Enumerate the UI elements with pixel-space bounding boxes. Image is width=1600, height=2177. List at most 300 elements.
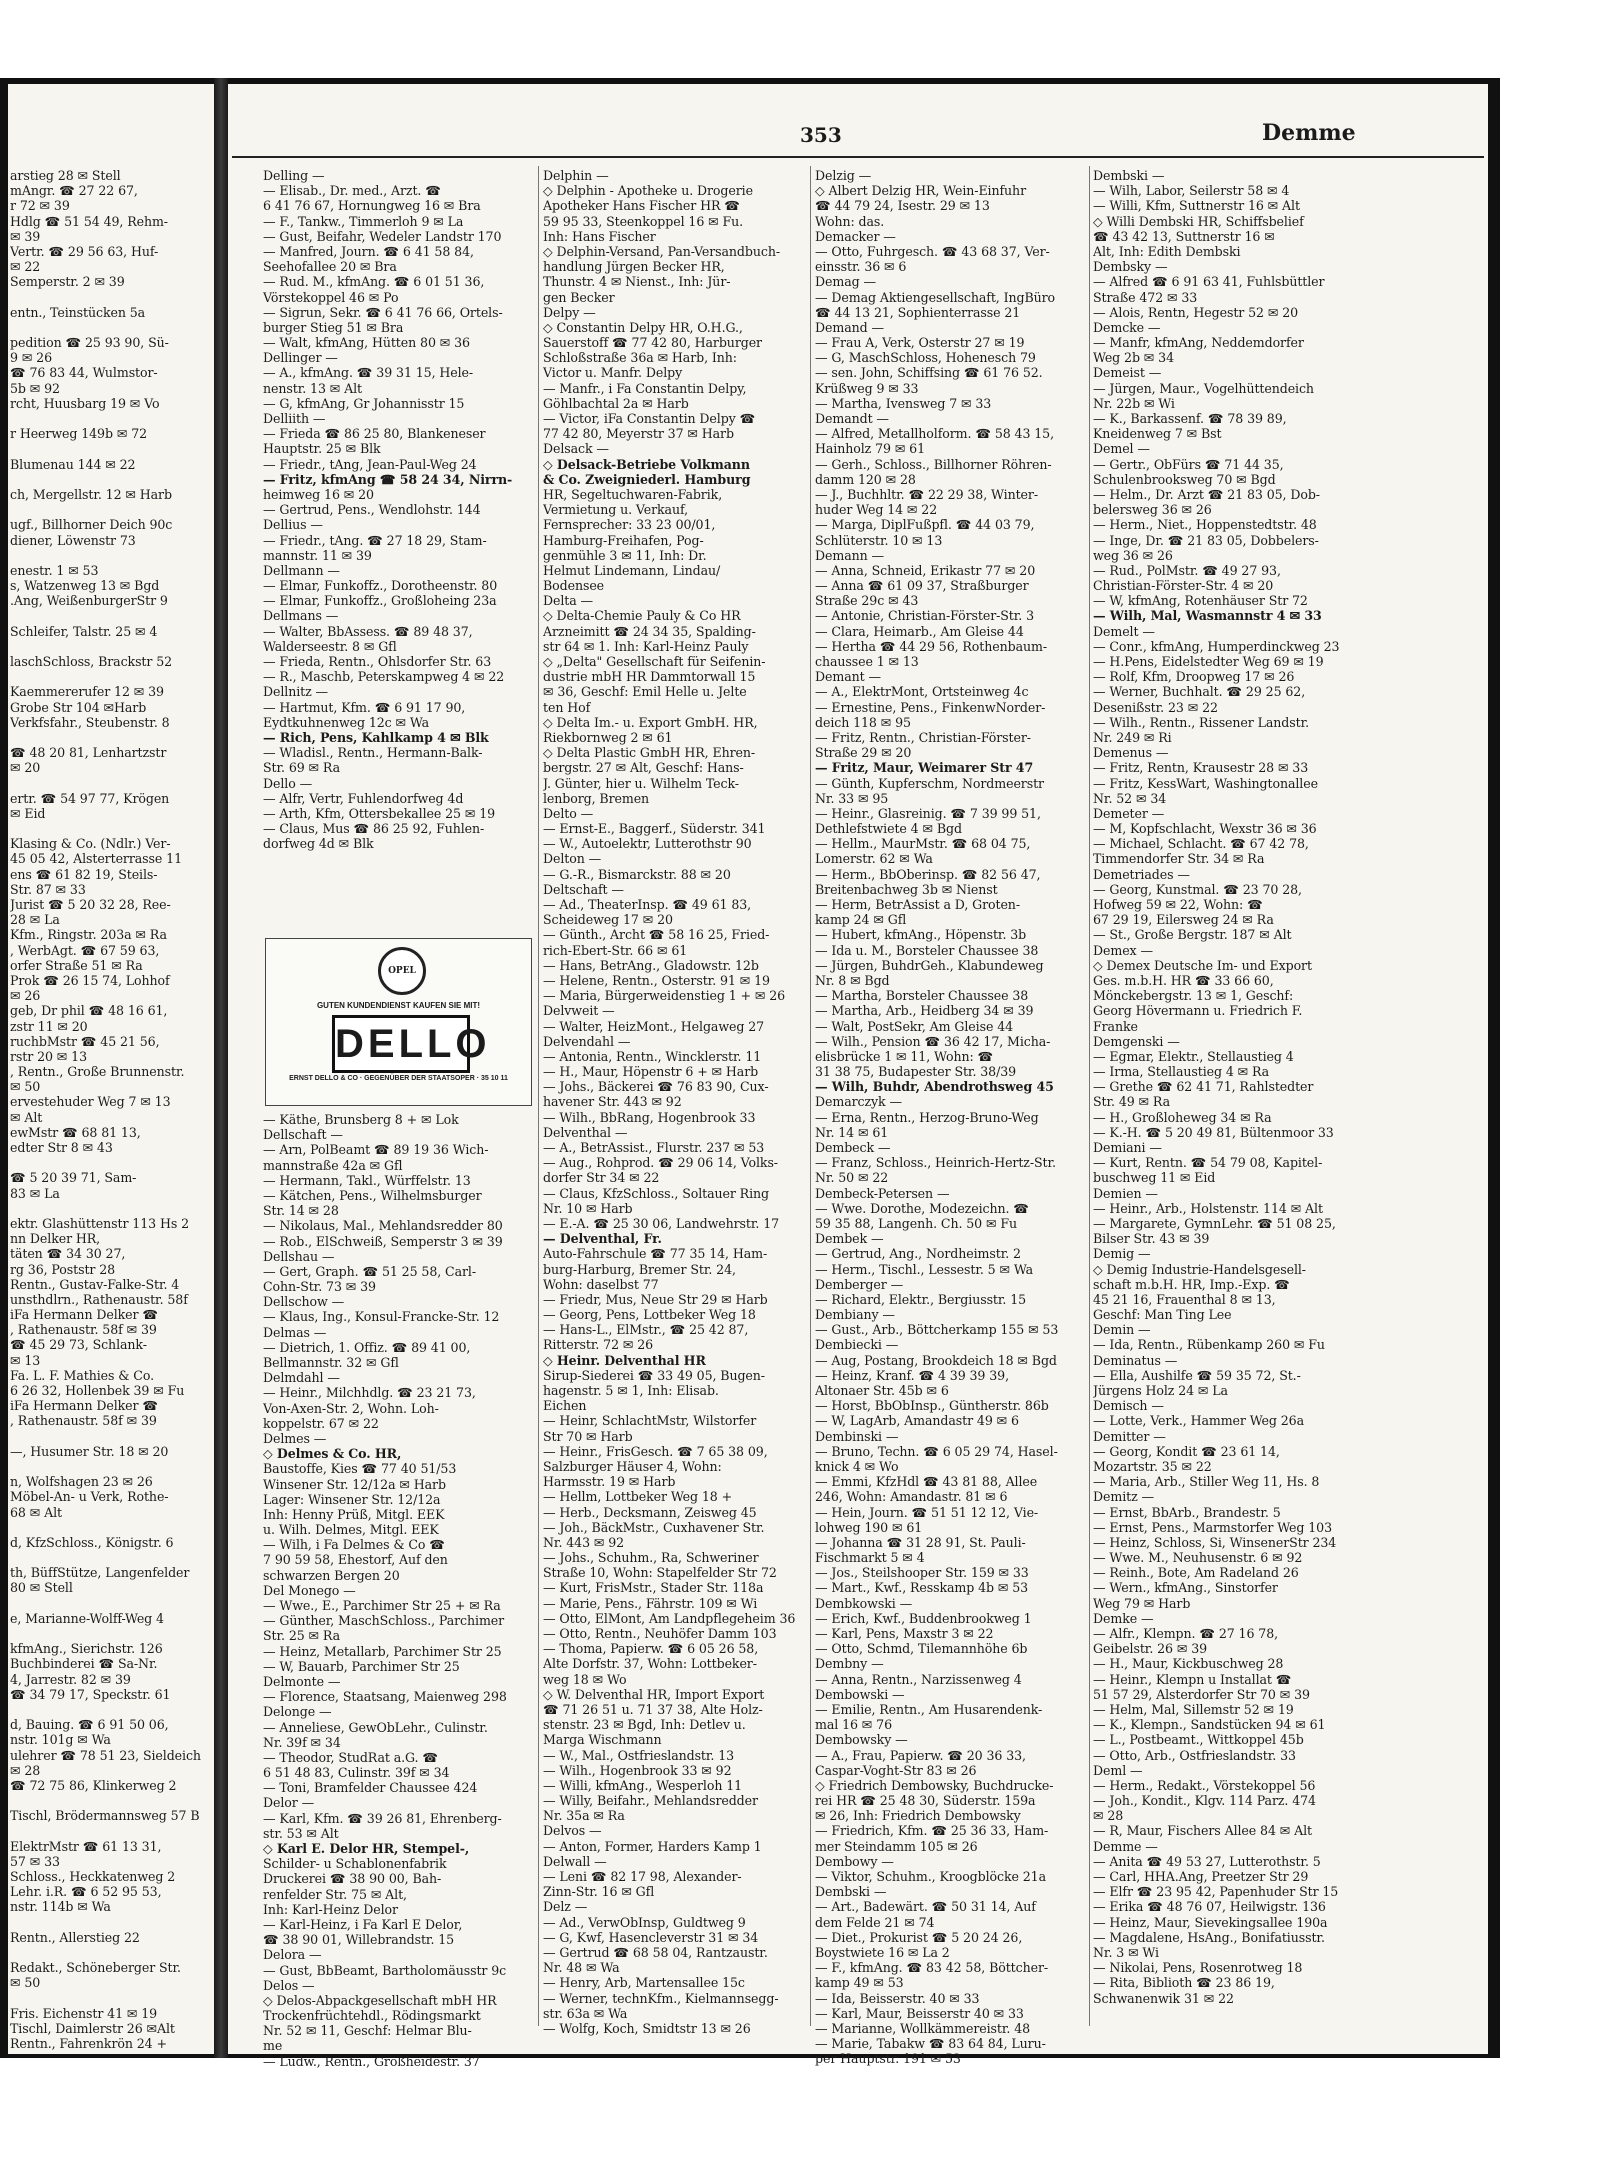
entry-line: — Walter, HeizMont., Helgaweg 27 bbox=[543, 1018, 765, 1034]
entry-line: Str. 87 ✉ 33 bbox=[10, 881, 86, 897]
entry-line: d, KfzSchloss., Königstr. 6 bbox=[10, 1534, 174, 1550]
entry-line: Vermietung u. Verkauf, bbox=[543, 502, 688, 518]
entry-line: Demme — bbox=[1093, 1838, 1158, 1854]
entry-line: ◇ Heinr. Delventhal HR bbox=[543, 1352, 706, 1368]
entry-line: ✉ 36, Geschf: Emil Helle u. Jelte bbox=[543, 684, 747, 700]
entry-line: orfer Straße 51 ✉ Ra bbox=[10, 957, 143, 973]
facing-page-fragment bbox=[10, 168, 210, 2051]
entry-line: — Ernst-E., Baggerf., Süderstr. 341 bbox=[543, 821, 766, 837]
entry-line: rich-Ebert-Str. 66 ✉ 61 bbox=[543, 942, 688, 958]
entry-line: Apotheker Hans Fischer HR ☎ bbox=[543, 198, 740, 214]
entry-line: 4, Jarrestr. 82 ✉ 39 bbox=[10, 1671, 131, 1687]
entry-line: — A., kfmAng. ☎ 39 31 15, Hele- bbox=[263, 365, 474, 381]
entry-line: — H.Pens, Eidelstedter Weg 69 ✉ 19 bbox=[1093, 654, 1324, 669]
entry-line: Nr. 22b ✉ Wi bbox=[1093, 395, 1175, 411]
entry-line: Delpy — bbox=[543, 304, 596, 320]
entry-line: — Gertrud, Ang., Nordheimstr. 2 bbox=[815, 1246, 1021, 1262]
entry-line: Weg 2b ✉ 34 bbox=[1093, 350, 1174, 366]
entry-line: Delton — bbox=[543, 851, 602, 867]
entry-line: 28 ✉ La bbox=[10, 912, 60, 928]
ad-slogan: GUTEN KUNDENDIENST KAUFEN SIE MIT! bbox=[316, 1001, 481, 1010]
entry-line bbox=[10, 1550, 210, 1565]
entry-line: — Joh., BäckMstr., Cuxhavener Str. bbox=[543, 1519, 765, 1535]
entry-line: — Karl, Pens, Maxstr 3 ✉ 22 bbox=[815, 1626, 994, 1641]
entry-line: — G, Kwf, Hasencleverstr 31 ✉ 34 bbox=[543, 1929, 759, 1945]
entry-line: Demarczyk — bbox=[815, 1094, 902, 1110]
entry-line: — Klaus, Ing., Konsul-Francke-Str. 12 bbox=[263, 1309, 500, 1325]
entry-line: Dellinger — bbox=[263, 350, 338, 366]
entry-line: gen Becker bbox=[543, 289, 615, 305]
entry-line: Wohn: daselbst 77 bbox=[543, 1276, 659, 1292]
entry-line: Rentn., Fahrenkrön 24 + bbox=[10, 2036, 167, 2052]
entry-line: — Wern., kfmAng., Sinstorfer bbox=[1093, 1580, 1278, 1596]
entry-line: ◇ Delta Im.- u. Export GmbH. HR, bbox=[543, 714, 758, 730]
entry-line: kfmAng., Sierichstr. 126 bbox=[10, 1641, 163, 1657]
entry-line: enestr. 1 ✉ 53 bbox=[10, 562, 99, 578]
scan-left-edge bbox=[0, 78, 8, 2058]
entry-line: — Sigrun, Sekr. ☎ 6 41 76 66, Ortels- bbox=[263, 304, 503, 320]
entry-line: ugf., Billhorner Deich 90c bbox=[10, 517, 173, 533]
entry-line: — Anna, Schneid, Erikastr 77 ✉ 20 bbox=[815, 562, 1036, 578]
entry-line: — Walt, PostSekr, Am Gleise 44 bbox=[815, 1018, 1014, 1034]
entry-line: — Theodor, StudRat a.G. ☎ bbox=[263, 1749, 438, 1765]
entry-line: — Werner, Buchhalt. ☎ 29 25 62, bbox=[1093, 684, 1306, 700]
entry-line: einsstr. 36 ✉ 6 bbox=[815, 259, 907, 275]
entry-line: Nr. 35a ✉ Ra bbox=[543, 1808, 625, 1824]
entry-line: per Hauptstr. 191 ✉ 53 bbox=[815, 2051, 961, 2067]
entry-line: iFa Hermann Delker ☎ bbox=[10, 1398, 158, 1414]
entry-line: — Heinz, Metallarb, Parchimer Str 25 bbox=[263, 1643, 502, 1659]
entry-line: Demin — bbox=[1093, 1322, 1151, 1338]
entry-line: ruchbMstr ☎ 45 21 56, bbox=[10, 1033, 160, 1049]
entry-line: Schlüterstr. 10 ✉ 13 bbox=[815, 532, 943, 548]
entry-line: 31 38 75, Budapester Str. 38/39 bbox=[815, 1064, 1017, 1080]
entry-line: Delmes — bbox=[263, 1430, 327, 1446]
entry-line: — Martha, Borsteler Chaussee 38 bbox=[815, 988, 1029, 1004]
entry-line: — Ida, Rentn., Rübenkamp 260 ✉ Fu bbox=[1093, 1337, 1325, 1353]
entry-line: Delphin — bbox=[543, 168, 609, 183]
entry-line: ✉ 50 bbox=[10, 1975, 41, 1991]
entry-line: Geibelstr. 26 ✉ 39 bbox=[1093, 1641, 1208, 1657]
entry-line: — Herb., Decksmann, Zeisweg 45 bbox=[543, 1504, 757, 1520]
entry-line: — H., Maur, Kickbuschweg 28 bbox=[1093, 1656, 1284, 1672]
entry-line: — Erika ☎ 48 76 07, Heilwigstr. 136 bbox=[1093, 1899, 1326, 1915]
entry-line: Demant — bbox=[815, 669, 881, 685]
entry-line: Demex — bbox=[1093, 942, 1153, 958]
entry-line: — Elmar, Funkoffz., Großloheing 23a bbox=[263, 593, 497, 609]
entry-line: — Horst, BbObInsp., Güntherstr. 86b bbox=[815, 1398, 1049, 1414]
entry-line: Zinn-Str. 16 ✉ Gfl bbox=[543, 1884, 655, 1900]
entry-line: — Hein, Journ. ☎ 51 51 12 12, Vie- bbox=[815, 1504, 1039, 1520]
entry-line: , Rathenaustr. 58f ✉ 39 bbox=[10, 1413, 157, 1429]
entry-line: 6 51 48 83, Culinstr. 39f ✉ 34 bbox=[263, 1765, 450, 1781]
entry-line: , Rathenaustr. 58f ✉ 39 bbox=[10, 1322, 157, 1338]
entry-line: rcht, Huusbarg 19 ✉ Vo bbox=[10, 395, 160, 411]
entry-line: Delsack — bbox=[543, 441, 609, 457]
entry-line: — Victor, iFa Constantin Delpy ☎ bbox=[543, 411, 756, 426]
entry-line: Bellmannstr. 32 ✉ Gfl bbox=[263, 1355, 399, 1370]
entry-line: Vertr. ☎ 29 56 63, Huf- bbox=[10, 243, 159, 259]
entry-line: arstieg 28 ✉ Stell bbox=[10, 168, 121, 183]
entry-line: — Frieda, Rentn., Ohlsdorfer Str. 63 bbox=[263, 654, 492, 669]
entry-line: ◇ Albert Delzig HR, Wein-Einfuhr bbox=[815, 183, 1026, 199]
directory-column-3 bbox=[815, 168, 1085, 2066]
entry-line: Dembkowski — bbox=[815, 1595, 913, 1611]
entry-line: — Fritz, Maur, Weimarer Str 47 bbox=[815, 760, 1034, 776]
entry-line: — Hartmut, Kfm. ☎ 6 91 17 90, bbox=[263, 699, 466, 715]
entry-line: — Willi, kfmAng., Wesperloh 11 bbox=[543, 1777, 743, 1793]
entry-line: Dellschow — bbox=[263, 1294, 345, 1310]
entry-line: — Walter, BbAssess. ☎ 89 48 37, bbox=[263, 623, 473, 639]
entry-line: Helmut Lindemann, Lindau/ bbox=[543, 562, 721, 578]
entry-line: Demberger — bbox=[815, 1276, 904, 1292]
entry-line: Demiani — bbox=[1093, 1140, 1162, 1155]
ad-address: ERNST DELLO & CO · GEGENÜBER DER STAATSOPER · 35 10 11 bbox=[289, 1075, 508, 1082]
entry-line: — Günth, Kupferschm, Nordmeerstr bbox=[815, 775, 1044, 791]
entry-line: — Erna, Rentn., Herzog-Bruno-Weg bbox=[815, 1109, 1039, 1125]
entry-line bbox=[10, 669, 210, 684]
entry-line: — Martha, Arb., Heidberg 34 ✉ 39 bbox=[815, 1003, 1034, 1019]
entry-line: Delvweit — bbox=[543, 1003, 615, 1019]
entry-line: Walderseestr. 8 ✉ Gfl bbox=[263, 638, 397, 654]
entry-line: Dembiecki — bbox=[815, 1337, 899, 1353]
entry-line: — Bruno, Techn. ☎ 6 05 29 74, Hasel- bbox=[815, 1443, 1058, 1459]
entry-line bbox=[10, 290, 210, 305]
entry-line: mAngr. ☎ 27 22 67, bbox=[10, 183, 138, 199]
entry-line: Dembeck-Petersen — bbox=[815, 1185, 950, 1201]
entry-line: — Gust., Arb., Böttcherkamp 155 ✉ 53 bbox=[815, 1322, 1059, 1338]
entry-line: 45 05 42, Alsterterrasse 11 bbox=[10, 851, 182, 867]
entry-line bbox=[10, 1945, 210, 1960]
entry-line: — Maria, Arb., Stiller Weg 11, Hs. 8 bbox=[1093, 1474, 1320, 1490]
entry-line: — J., Buchhltr. ☎ 22 29 38, Winter- bbox=[815, 486, 1038, 502]
entry-line: iFa Hermann Delker ☎ bbox=[10, 1307, 158, 1323]
entry-line: Schloßstraße 36a ✉ Harb, Inh: bbox=[543, 350, 737, 366]
entry-line: ✉ 13 bbox=[10, 1352, 41, 1368]
entry-line: Blumenau 144 ✉ 22 bbox=[10, 456, 136, 472]
entry-line: Eydtkuhnenweg 12c ✉ Wa bbox=[263, 714, 430, 730]
entry-line: Auto-Fahrschule ☎ 77 35 14, Ham- bbox=[543, 1246, 768, 1262]
entry-line: & Co. Zweigniederl. Hamburg bbox=[543, 471, 751, 487]
entry-line: Rentn., Gustav-Falke-Str. 4 bbox=[10, 1276, 180, 1292]
entry-line: rg 36, Poststr 28 bbox=[10, 1261, 116, 1277]
entry-line bbox=[10, 1201, 210, 1216]
entry-line: Dellius — bbox=[263, 517, 323, 533]
page-number: 353 bbox=[800, 123, 842, 147]
entry-line: — Otto, ElMont, Am Landpflegeheim 36 bbox=[543, 1610, 796, 1626]
entry-line: — Marga, DiplFußpfl. ☎ 44 03 79, bbox=[815, 517, 1035, 533]
entry-line bbox=[10, 1429, 210, 1444]
entry-line: Nr. 33 ✉ 95 bbox=[815, 790, 889, 806]
entry-line: — A., ElektrMont, Ortsteinweg 4c bbox=[815, 684, 1029, 700]
entry-line: — Egmar, Elektr., Stellaustieg 4 bbox=[1093, 1048, 1294, 1064]
entry-line: — Hubert, kfmAng., Höpenstr. 3b bbox=[815, 927, 1027, 943]
entry-line: ✉ 26 bbox=[10, 988, 41, 1004]
entry-line: HR, Segeltuchwaren-Fabrik, bbox=[543, 486, 723, 502]
entry-line: Delvos — bbox=[543, 1823, 602, 1839]
entry-line: rstr 20 ✉ 13 bbox=[10, 1048, 87, 1064]
entry-line: 67 29 19, Eilersweg 24 ✉ Ra bbox=[1093, 912, 1274, 928]
entry-line: — Delventhal, Fr. bbox=[543, 1231, 662, 1247]
entry-line: — Heinr., Milchhdlg. ☎ 23 21 73, bbox=[263, 1385, 476, 1401]
entry-line: ch, Mergellstr. 12 ✉ Harb bbox=[10, 486, 172, 502]
entry-line: Demacker — bbox=[815, 228, 896, 244]
entry-line: Krüßweg 9 ✉ 33 bbox=[815, 380, 919, 396]
entry-line: Dembeck — bbox=[815, 1140, 891, 1155]
entry-line: Fernsprecher: 33 23 00/01, bbox=[543, 517, 716, 533]
entry-line: Demenus — bbox=[1093, 745, 1169, 761]
entry-line: ◇ Delta-Chemie Pauly & Co HR bbox=[543, 608, 741, 624]
entry-line: Buchbinderei ☎ Sa-Nr. bbox=[10, 1656, 158, 1672]
entry-line: — Arn, PolBeamt ☎ 89 19 36 Wich- bbox=[263, 1142, 489, 1158]
entry-line: Mozartstr. 35 ✉ 22 bbox=[1093, 1458, 1212, 1474]
entry-line: ◇ „Delta" Gesellschaft für Seifenin- bbox=[543, 654, 766, 669]
entry-line: Dellnitz — bbox=[263, 684, 329, 700]
entry-line: Boystwiete 16 ✉ La 2 bbox=[815, 1944, 950, 1960]
entry-line: ☎ 71 26 51 u. 71 37 38, Alte Holz- bbox=[543, 1701, 763, 1717]
entry-line: Delzig — bbox=[815, 168, 872, 183]
entry-line bbox=[10, 1702, 210, 1717]
entry-line: ◇ Delphin - Apotheke u. Drogerie bbox=[543, 183, 753, 199]
entry-line: u. Wilh. Delmes, Mitgl. EEK bbox=[263, 1522, 439, 1538]
entry-line: elisbrücke 1 ✉ 11, Wohn: ☎ bbox=[815, 1048, 994, 1064]
entry-line: 9 ✉ 26 bbox=[10, 350, 52, 366]
entry-line: Druckerei ☎ 38 90 00, Bah- bbox=[263, 1871, 442, 1887]
entry-line: Verkfsfahr., Steubenstr. 8 bbox=[10, 714, 170, 730]
entry-line: 59 95 33, Steenkoppel 16 ✉ Fu. bbox=[543, 213, 744, 229]
entry-line bbox=[10, 1626, 210, 1641]
entry-line: Alt, Inh: Edith Dembski bbox=[1093, 243, 1241, 259]
entry-line: — Anita ☎ 49 53 27, Lutterothstr. 5 bbox=[1093, 1853, 1321, 1869]
entry-line: Demien — bbox=[1093, 1185, 1158, 1201]
entry-line bbox=[10, 411, 210, 426]
entry-line: 59 35 88, Langenh. Ch. 50 ✉ Fu bbox=[815, 1215, 1017, 1231]
entry-line: Redakt., Schöneberger Str. bbox=[10, 1960, 181, 1976]
entry-line: ✉ Alt bbox=[10, 1109, 43, 1125]
entry-line: — K.-H. ☎ 5 20 49 81, Bültenmoor 33 bbox=[1093, 1124, 1334, 1140]
entry-line: Str. 14 ✉ 28 bbox=[263, 1203, 339, 1219]
entry-line: — Wilh, Buhdr, Abendrothsweg 45 bbox=[815, 1079, 1054, 1095]
entry-line: handlung Jürgen Becker HR, bbox=[543, 259, 725, 275]
entry-line: Nr. 52 ✉ 11, Geschf: Helmar Blu- bbox=[263, 2023, 472, 2039]
entry-line: — Johanna ☎ 31 28 91, St. Pauli- bbox=[815, 1534, 1026, 1550]
entry-line: Demitter — bbox=[1093, 1428, 1166, 1444]
entry-line: — Werner, technKfm., Kielmannsegg- bbox=[543, 1990, 779, 2006]
entry-line: — Nikolai, Pens, Rosenrotweg 18 bbox=[1093, 1960, 1303, 1976]
scan-right-edge bbox=[1488, 78, 1500, 2058]
entry-line bbox=[10, 1596, 210, 1611]
entry-line: Straße 29c ✉ 43 bbox=[815, 593, 919, 609]
entry-line: — Viktor, Schuhm., Kroogblöcke 21a bbox=[815, 1869, 1046, 1884]
entry-line: ◇ Constantin Delpy HR, O.H.G., bbox=[543, 319, 743, 335]
entry-line: — Frieda ☎ 86 25 80, Blankeneser bbox=[263, 426, 486, 442]
entry-line: Str. 69 ✉ Ra bbox=[263, 760, 340, 776]
entry-line: ◇ Demig Industrie-Handelsgesell- bbox=[1093, 1261, 1306, 1277]
entry-line: hagenstr. 5 ✉ 1, Inh: Elisab. bbox=[543, 1383, 719, 1398]
entry-line: Schwanenwik 31 ✉ 22 bbox=[1093, 1990, 1234, 2006]
entry-line: Nr. 50 ✉ 22 bbox=[815, 1170, 889, 1186]
entry-line: — Mart., Kwf., Resskamp 4b ✉ 53 bbox=[815, 1580, 1029, 1596]
entry-line: Rentn., Allerstieg 22 bbox=[10, 1929, 140, 1945]
entry-line: Nr. 14 ✉ 61 bbox=[815, 1124, 889, 1140]
entry-line: — Claus, KfzSchloss., Soltauer Ring bbox=[543, 1185, 769, 1201]
entry-line: , WerbAgt. ☎ 67 59 63, bbox=[10, 942, 160, 958]
entry-line: 45 21 16, Frauenthal 8 ✉ 13, bbox=[1093, 1291, 1276, 1307]
entry-line: — Rich, Pens, Kahlkamp 4 ✉ Blk bbox=[263, 729, 489, 745]
entry-line bbox=[10, 472, 210, 487]
entry-line: — Heinz, Maur, Sievekingsallee 190a bbox=[1093, 1914, 1328, 1930]
entry-line: — M, Kopfschlacht, Wexstr 36 ✉ 36 bbox=[1093, 821, 1317, 837]
entry-line: — Heinr., Klempn u Installat ☎ bbox=[1093, 1671, 1292, 1687]
entry-line: 57 ✉ 33 bbox=[10, 1853, 60, 1869]
entry-line: zstr 11 ✉ 20 bbox=[10, 1018, 88, 1034]
entry-line: Str 70 ✉ Harb bbox=[543, 1428, 633, 1444]
entry-line: Dembek — bbox=[815, 1231, 884, 1247]
entry-line: Delmdahl — bbox=[263, 1370, 340, 1386]
entry-line: — Ad., TheaterInsp. ☎ 49 61 83, bbox=[543, 897, 752, 912]
entry-line: Nr. 39f ✉ 34 bbox=[263, 1734, 341, 1750]
entry-line: ✉ 20 bbox=[10, 760, 41, 776]
entry-line: — Diet., Prokurist ☎ 5 20 24 26, bbox=[815, 1929, 1023, 1945]
entry-line: ☎ 5 20 39 71, Sam- bbox=[10, 1170, 137, 1186]
entry-line: ☎ 45 29 73, Schlank- bbox=[10, 1337, 147, 1353]
entry-line: — Wilh., Hogenbrook 33 ✉ 92 bbox=[543, 1762, 732, 1778]
entry-line: nstr. 101g ✉ Wa bbox=[10, 1732, 111, 1748]
entry-line: Str. 25 ✉ Ra bbox=[263, 1628, 340, 1644]
entry-line bbox=[10, 1520, 210, 1535]
entry-line: — Ad., VerwObInsp, Guldtweg 9 bbox=[543, 1914, 746, 1930]
entry-line: renfelder Str. 75 ✉ Alt, bbox=[263, 1886, 407, 1902]
entry-line: — Johs., Schuhm., Ra, Schweriner bbox=[543, 1550, 759, 1566]
entry-line: mer Steindamm 105 ✉ 26 bbox=[815, 1838, 978, 1854]
entry-line: Victor u. Manfr. Delpy bbox=[543, 365, 683, 381]
entry-line: — Magdalene, HsAng., Bonifatiusstr. bbox=[1093, 1929, 1325, 1945]
entry-line: Harmsstr. 19 ✉ Harb bbox=[543, 1474, 676, 1490]
entry-line: me bbox=[263, 2038, 283, 2054]
entry-line: ✉ Eid bbox=[10, 805, 46, 821]
entry-line: — Henry, Arb, Martensallee 15c bbox=[543, 1975, 745, 1991]
entry-line: — Alfred, Metallholform. ☎ 58 43 15, bbox=[815, 426, 1055, 442]
entry-line: burg-Harburg, Bremer Str. 24, bbox=[543, 1261, 736, 1277]
entry-line: nenstr. 13 ✉ Alt bbox=[263, 380, 363, 396]
entry-line: — Wilh, Labor, Seilerstr 58 ✉ 4 bbox=[1093, 183, 1290, 199]
entry-line: — Gertr., ObFürs ☎ 71 44 35, bbox=[1093, 456, 1284, 472]
entry-line: — Wwe. M., Neuhusenstr. 6 ✉ 92 bbox=[1093, 1550, 1303, 1566]
entry-line: —, Husumer Str. 18 ✉ 20 bbox=[10, 1443, 169, 1459]
entry-line: ✉ 28 bbox=[1093, 1808, 1124, 1824]
entry-line: Marga Wischmann bbox=[543, 1732, 662, 1748]
entry-line: — Toni, Bramfelder Chaussee 424 bbox=[263, 1780, 478, 1796]
entry-line: Alte Dorfstr. 37, Wohn: Lottbeker- bbox=[543, 1656, 757, 1672]
entry-line: Inh: Henny Prüß, Mitgl. EEK bbox=[263, 1506, 445, 1522]
entry-line: — Marie, Pens., Fährstr. 109 ✉ Wi bbox=[543, 1595, 758, 1611]
entry-line: — Reinh., Bote, Am Radeland 26 bbox=[1093, 1565, 1299, 1581]
entry-line: ☎ 72 75 86, Klinkerweg 2 bbox=[10, 1777, 177, 1793]
entry-line: — Alfr., Klempn. ☎ 27 16 78, bbox=[1093, 1626, 1279, 1641]
entry-line: — Karl, Kfm. ☎ 39 26 81, Ehrenberg- bbox=[263, 1810, 502, 1826]
entry-line: nn Delker HR, bbox=[10, 1231, 101, 1247]
entry-line: — Rud., PolMstr. ☎ 49 27 93, bbox=[1093, 562, 1281, 578]
entry-line: Klasing & Co. (Ndlr.) Ver- bbox=[10, 836, 171, 852]
entry-line: 6 26 32, Hollenbek 39 ✉ Fu bbox=[10, 1383, 185, 1398]
entry-line: — Wwe., E., Parchimer Str 25 + ✉ Ra bbox=[263, 1598, 501, 1613]
entry-line: — Herm., Tischl., Lessestr. 5 ✉ Wa bbox=[815, 1261, 1033, 1277]
entry-line: — Friedr., tAng, Jean-Paul-Weg 24 bbox=[263, 456, 477, 472]
entry-line: rei HR ☎ 25 48 30, Süderstr. 159a bbox=[815, 1793, 1036, 1809]
entry-line: — Ella, Aushilfe ☎ 59 35 72, St.- bbox=[1093, 1367, 1301, 1383]
entry-line: r Heerweg 149b ✉ 72 bbox=[10, 426, 148, 442]
entry-line: Demand — bbox=[815, 319, 884, 335]
entry-line: Fischmarkt 5 ✉ 4 bbox=[815, 1550, 925, 1566]
entry-line bbox=[10, 1915, 210, 1930]
entry-line: — Käthe, Brunsberg 8 + ✉ Lok bbox=[263, 1112, 459, 1127]
entry-line: Geschf: Man Ting Lee bbox=[1093, 1307, 1232, 1323]
entry-line: — Franz, Schloss., Heinrich-Hertz-Str. bbox=[815, 1155, 1056, 1171]
entry-line: Hainholz 79 ✉ 61 bbox=[815, 441, 925, 457]
entry-line: — Wladisl., Rentn., Hermann-Balk- bbox=[263, 745, 483, 761]
entry-line: Lager: Winsener Str. 12/12a bbox=[263, 1491, 441, 1507]
entry-line: s, Watzenweg 13 ✉ Bgd bbox=[10, 578, 160, 594]
entry-line: — Thoma, Papierw. ☎ 6 05 26 58, bbox=[543, 1641, 759, 1657]
entry-line: — Hermann, Takl., Würffelstr. 13 bbox=[263, 1172, 471, 1188]
entry-line bbox=[10, 639, 210, 654]
entry-line: — Joh., Kondit., Klgv. 114 Parz. 474 bbox=[1093, 1793, 1316, 1809]
entry-line: — Grethe ☎ 62 41 71, Rahlstedter bbox=[1093, 1079, 1314, 1095]
entry-line: Thunstr. 4 ✉ Nienst., Inh: Jür- bbox=[543, 274, 731, 290]
dello-advertisement bbox=[265, 938, 532, 1106]
entry-line: — Ida u. M., Borsteler Chaussee 38 bbox=[815, 942, 1039, 958]
entry-line: — Heinr., Arb., Holstenstr. 114 ✉ Alt bbox=[1093, 1200, 1323, 1216]
entry-line: 51 57 29, Alsterdorfer Str 70 ✉ 39 bbox=[1093, 1686, 1310, 1702]
entry-line: — Aug, Postang, Brookdeich 18 ✉ Bgd bbox=[815, 1352, 1057, 1368]
entry-line: str. 53 ✉ Alt bbox=[263, 1825, 339, 1841]
entry-line: ☎ 38 90 01, Willebrandstr. 15 bbox=[263, 1932, 455, 1948]
entry-line: dustrie mbH HR Dammtorwall 15 bbox=[543, 669, 756, 685]
entry-line: Winsener Str. 12/12a ✉ Harb bbox=[263, 1476, 446, 1492]
entry-line: — Rob., ElSchweiß, Semperstr 3 ✉ 39 bbox=[263, 1233, 503, 1249]
entry-line: Delto — bbox=[543, 805, 594, 821]
entry-line: damm 120 ✉ 28 bbox=[815, 471, 916, 487]
entry-line: — Claus, Mus ☎ 86 25 92, Fuhlen- bbox=[263, 821, 485, 837]
entry-line: ◇ Delta Plastic GmbH HR, Ehren- bbox=[543, 745, 756, 761]
entry-line: — Herm., Niet., Hoppenstedtstr. 48 bbox=[1093, 517, 1317, 533]
running-head: Demme bbox=[1262, 120, 1356, 146]
entry-line bbox=[10, 1459, 210, 1474]
entry-line: pedition ☎ 25 93 90, Sü- bbox=[10, 335, 169, 351]
entry-line: Dembny — bbox=[815, 1656, 884, 1672]
entry-line: Demann — bbox=[815, 547, 885, 563]
entry-line: — W., Autoelektr, Lutterothstr 90 bbox=[543, 836, 752, 852]
entry-line: — Karl, Maur, Beisserstr 40 ✉ 33 bbox=[815, 2005, 1024, 2021]
entry-line: 5b ✉ 92 bbox=[10, 380, 60, 396]
entry-line: — Fritz, Rentn., Christian-Förster- bbox=[815, 729, 1031, 745]
entry-line: Dello — bbox=[263, 775, 313, 791]
entry-line: — Conr., kfmAng, Humperdinckweg 23 bbox=[1093, 638, 1340, 654]
entry-line: — Anton, Former, Harders Kamp 1 bbox=[543, 1838, 762, 1854]
entry-line: — F., kfmAng. ☎ 83 42 58, Böttcher- bbox=[815, 1960, 1049, 1976]
entry-line: — Günth., Archt ☎ 58 16 25, Fried- bbox=[543, 927, 770, 943]
entry-line: — Heinr., Glasreinig. ☎ 7 39 99 51, bbox=[815, 805, 1041, 821]
entry-line: — St., Große Bergstr. 187 ✉ Alt bbox=[1093, 927, 1292, 943]
entry-line: Baustoffe, Kies ☎ 77 40 51/53 bbox=[263, 1461, 457, 1477]
entry-line: Mönckebergstr. 13 ✉ 1, Geschf: bbox=[1093, 988, 1294, 1004]
entry-line: — W, kfmAng, Rotenhäuser Str 72 bbox=[1093, 593, 1308, 609]
entry-line: Göhlbachtal 2a ✉ Harb bbox=[543, 395, 689, 411]
entry-line: — Hellm, Lottbeker Weg 18 + bbox=[543, 1489, 733, 1505]
entry-line: Jurist ☎ 5 20 32 28, Ree- bbox=[10, 897, 171, 912]
entry-line: — Fritz, kfmAng ☎ 58 24 34, Nirrn- bbox=[263, 471, 513, 487]
entry-line: Sirup-Siederei ☎ 33 49 05, Bugen- bbox=[543, 1367, 765, 1383]
